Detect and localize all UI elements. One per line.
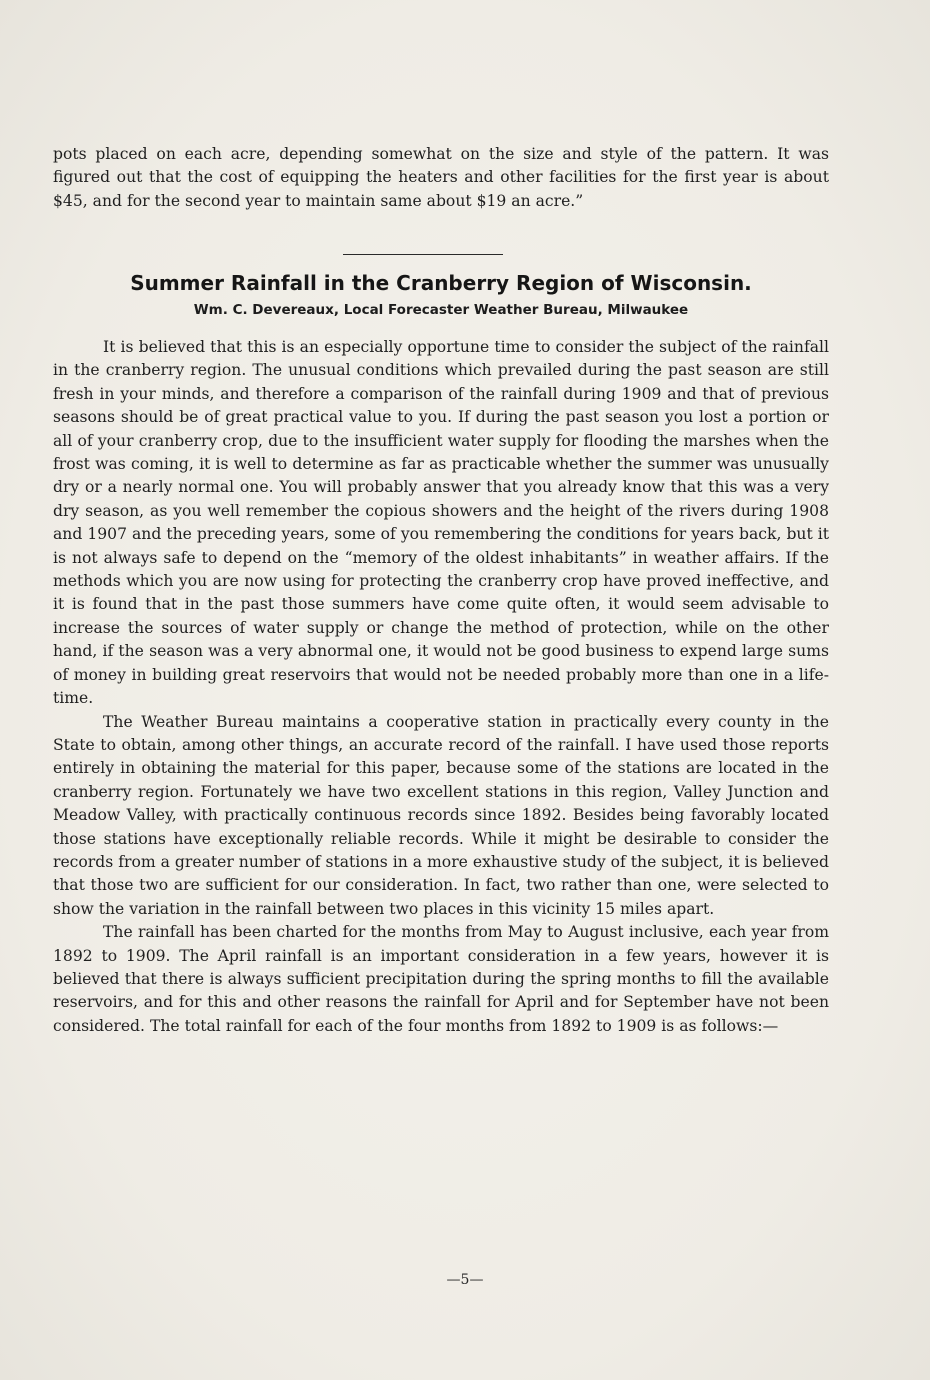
- intro-text: pots placed on each acre, depending somewhat on the size and style of the pattern. It was figured out that the cost of equipping the heaters and other facilities for the first year is about $45, and for the second year to maintain same about $19 an acre.”: [53, 145, 829, 210]
- body-paragraph-2: The Weather Bureau maintains a cooperative station in practically every county in the State to obtain, among other things, an accurate record of the rainfall. I have used those reports entirely in obtaining the material for this paper, because some of the stations are located in the cranberry region. Fortunately we have two excellent stations in this region, Valley Junction and Meadow Valley, with practically continuous records since 1892. Besides being favorably located those stations have exceptionally reliable records. While it might be desirable to consider the records from a greater number of stations in a more exhaustive study of the subject, it is believed that those two are sufficient for our consideration. In fact, two rather than one, were selected to show the variation in the rainfall between two places in this vicinity 15 miles apart.: [53, 712, 829, 918]
- body-paragraph-1: It is believed that this is an especially opportune time to consider the subject of the rainfall in the cranberry region. The unusual conditions which prevailed during the past season are still fresh in your minds, and therefore a comparison of the rainfall during 1909 and that of previous seasons should be of great practical value to you. If during the past season you lost a portion or all of your cranberry crop, due to the insufficient water supply for flooding the marshes when the frost was coming, it is well to determine as far as practicable whether the summer was unusually dry or a nearly normal one. You will probably answer that you already know that this was a very dry season, as you well remember the copious showers and the height of the rivers during 1908 and 1907 and the preceding years, some of you remembering the conditions for years back, but it is not always safe to depend on the “memory of the oldest inhabitants” in weather affairs. If the methods which you are now using for protecting the cranberry crop have proved ineffective, and it is found that in the past those summers have come quite often, it would seem advisable to increase the sources of water supply or change the method of protection, while on the other hand, if the season was a very abnormal one, it would not be good business to expend large sums of money in building great reservoirs that would not be needed probably more than one in a life-time.: [53, 338, 829, 708]
- intro-paragraph: [53, 143, 829, 213]
- body-paragraph-3: The rainfall has been charted for the months from May to August inclusive, each year from 1892 to 1909. The April rainfall is an important consideration in a few years, however it is believed that there is always sufficient precipitation during the spring months to fill the available reservoirs, and for this and other reasons the rainfall for April and for September have not been considered. The total rainfall for each of the four months from 1892 to 1909 is as follows:—: [53, 923, 829, 1035]
- section-divider: [343, 254, 503, 255]
- article-title: Summer Rainfall in the Cranberry Region of Wisconsin.: [130, 271, 752, 295]
- page-number: —5—: [446, 1272, 484, 1288]
- article-byline: Wm. C. Devereaux, Local Forecaster Weather Bureau, Milwaukee: [193, 302, 689, 318]
- article-body: [53, 336, 829, 1038]
